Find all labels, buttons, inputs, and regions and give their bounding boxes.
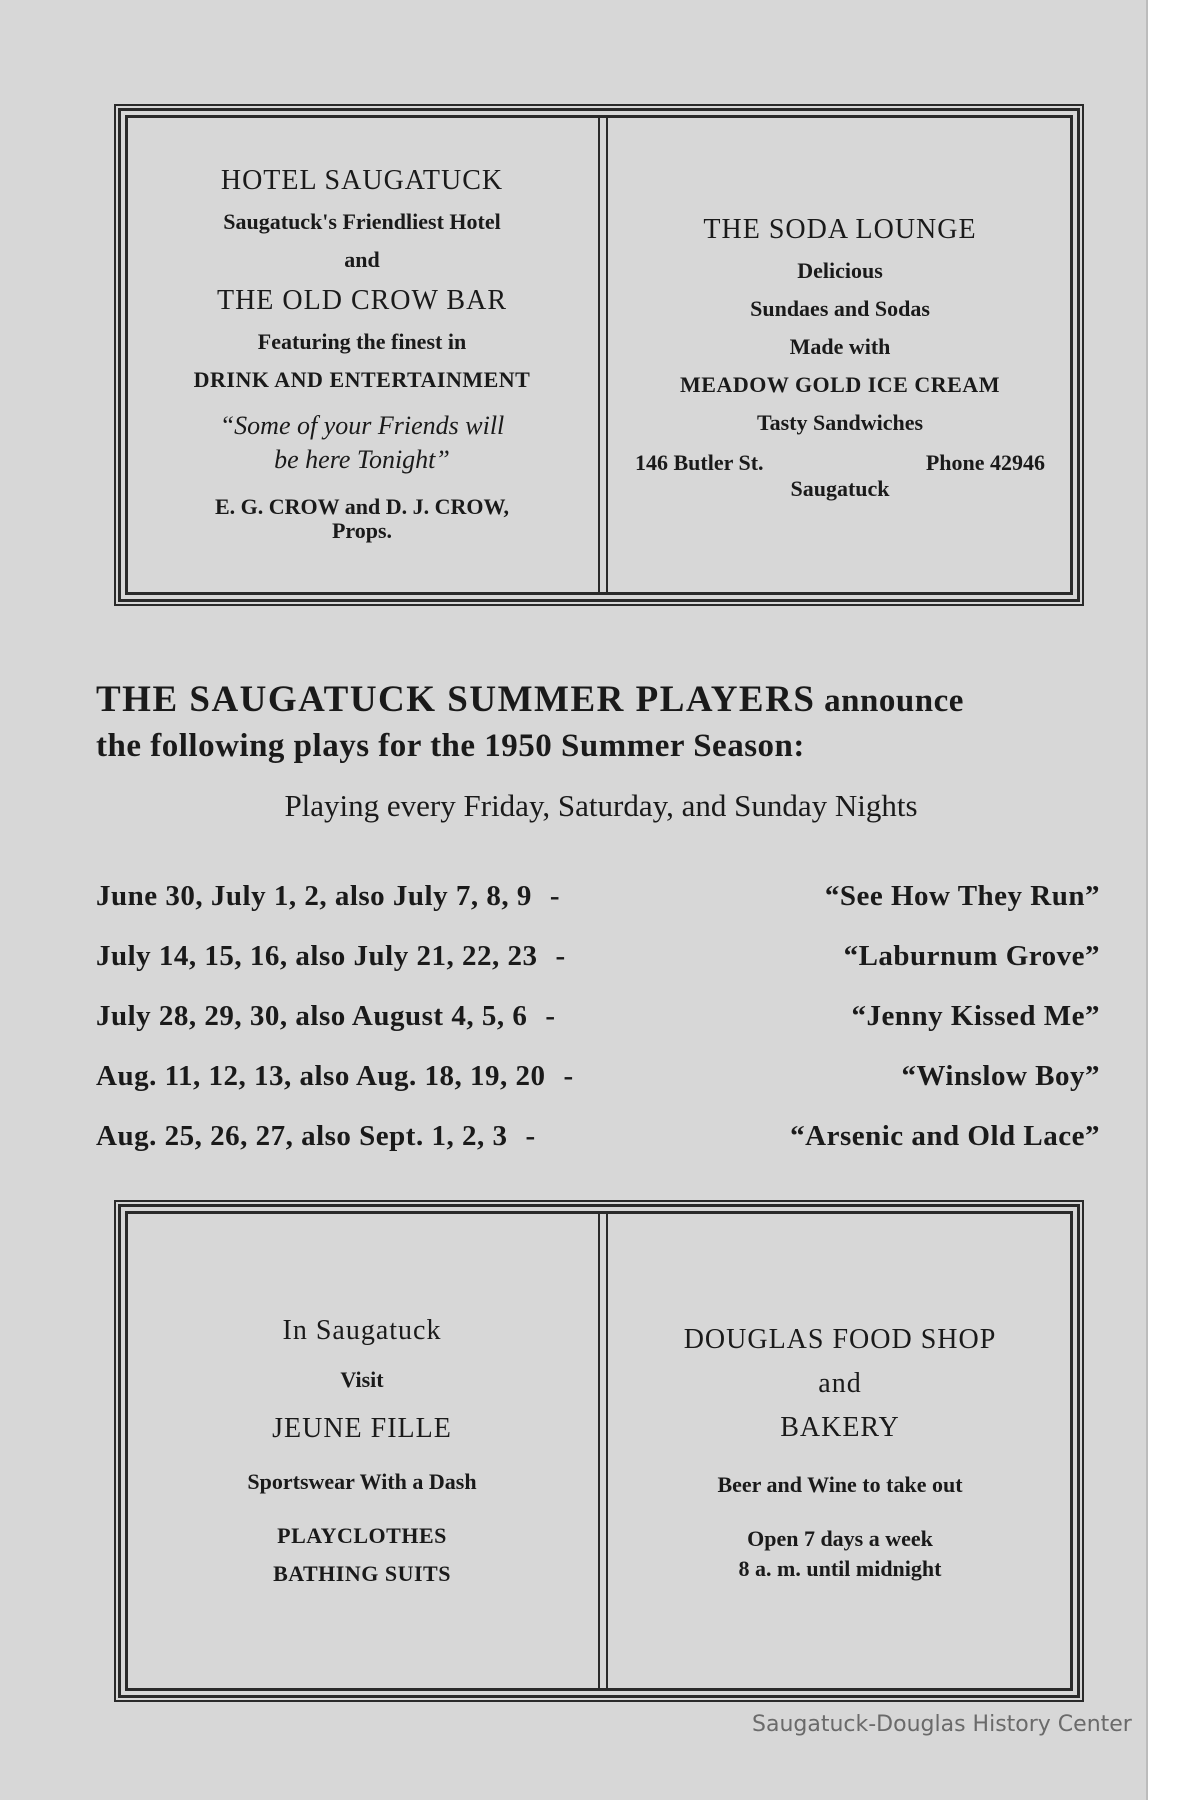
history-center-watermark: Saugatuck-Douglas History Center [752, 1712, 1132, 1737]
schedule-dates: Aug. 25, 26, 27, also Sept. 1, 2, 3 [96, 1119, 508, 1152]
made-with-text: Made with [789, 334, 891, 359]
play-schedule [96, 866, 1100, 1166]
proprietors-names: E. G. CROW and D. J. CROW, [214, 493, 509, 519]
soda-lounge-ad [610, 118, 1070, 592]
drink-entertainment-text: DRINK AND ENTERTAINMENT [193, 367, 531, 393]
play-title: “Arsenic and Old Lace” [790, 1119, 1100, 1152]
hotel-tagline: Saugatuck's Friendliest Hotel [223, 209, 501, 235]
top-box-divider [598, 118, 608, 592]
delicious-text: Delicious [797, 258, 883, 283]
announce-word: announce [824, 683, 964, 719]
schedule-row [96, 1106, 1100, 1166]
and-text: and [818, 1368, 862, 1399]
play-title: “Jenny Kissed Me” [851, 999, 1100, 1032]
hotel-name: HOTEL SAUGATUCK [220, 165, 504, 197]
open-days-text: Open 7 days a week [747, 1526, 933, 1551]
bar-name: THE OLD CROW BAR [216, 285, 508, 317]
schedule-separator: - [545, 999, 556, 1032]
schedule-row [96, 1046, 1100, 1106]
proprietors [215, 495, 509, 543]
sundaes-text: Sundaes and Sodas [750, 296, 930, 321]
douglas-food-shop-ad [610, 1214, 1070, 1688]
headline-line-2: the following plays for the 1950 Summer Season: [96, 727, 805, 764]
schedule-separator: - [555, 939, 566, 972]
visit-text: Visit [340, 1367, 384, 1392]
street-address: 146 Butler St. [635, 450, 764, 475]
proprietors-label: Props. [331, 517, 393, 543]
and-text: and [344, 247, 380, 273]
soda-lounge-name: THE SODA LOUNGE [703, 214, 977, 245]
schedule-separator: - [525, 1119, 536, 1152]
schedule-row [96, 866, 1100, 926]
beer-wine-text: Beer and Wine to take out [717, 1472, 963, 1497]
bathing-suits-text: BATHING SUITS [273, 1561, 451, 1586]
schedule-dates: July 14, 15, 16, also July 21, 22, 23 [96, 939, 538, 972]
address-row [635, 450, 1045, 476]
schedule-separator: - [549, 879, 561, 912]
play-title: “Laburnum Grove” [843, 939, 1100, 972]
schedule-row [96, 926, 1100, 986]
hours-text: 8 a. m. until midnight [738, 1556, 942, 1581]
playclothes-text: PLAYCLOTHES [277, 1523, 447, 1548]
sandwiches-text: Tasty Sandwiches [756, 410, 924, 435]
quote-line-2: be here Tonight” [274, 444, 450, 474]
schedule-dates: Aug. 11, 12, 13, also Aug. 18, 19, 20 [96, 1059, 546, 1092]
quote-line-1: “Some of your Friends will [219, 411, 505, 441]
shop-name: JEUNE FILLE [272, 1413, 452, 1444]
players-name: THE SAUGATUCK SUMMER PLAYERS [96, 679, 816, 720]
schedule-row [96, 986, 1100, 1046]
top-ad-box [118, 108, 1080, 602]
food-shop-name: DOUGLAS FOOD SHOP [683, 1324, 997, 1355]
headline-line-1 [96, 676, 1106, 725]
hotel-quote [220, 409, 505, 477]
phone-number: Phone 42946 [925, 450, 1045, 475]
bakery-text: BAKERY [780, 1412, 900, 1443]
playing-nights: Playing every Friday, Saturday, and Sunday Nights [284, 788, 918, 823]
featuring-text: Featuring the finest in [257, 329, 467, 355]
bottom-box-divider [598, 1214, 608, 1688]
town-name: Saugatuck [790, 476, 890, 501]
announcement-headline [96, 676, 1106, 768]
shop-tagline: Sportswear With a Dash [247, 1469, 477, 1494]
play-title: “See How They Run” [824, 879, 1100, 912]
schedule-dates: June 30, July 1, 2, also July 7, 8, 9 [96, 879, 532, 912]
in-saugatuck-text: In Saugatuck [282, 1315, 442, 1346]
jeune-fille-ad [128, 1214, 596, 1688]
schedule-separator: - [563, 1059, 574, 1092]
play-title: “Winslow Boy” [901, 1059, 1100, 1092]
bottom-ad-box [118, 1204, 1080, 1698]
ice-cream-brand: MEADOW GOLD ICE CREAM [680, 372, 1000, 397]
schedule-dates: July 28, 29, 30, also August 4, 5, 6 [96, 999, 528, 1032]
hotel-saugatuck-ad [128, 118, 596, 592]
